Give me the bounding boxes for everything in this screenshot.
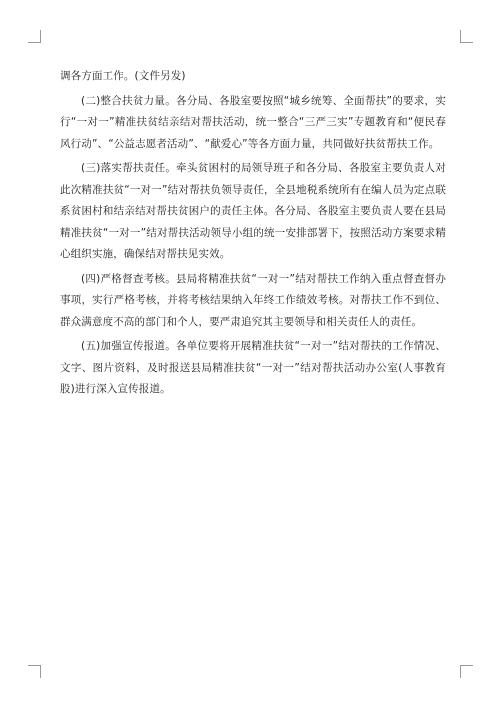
paragraph-integrate-forces: (二)整合扶贫力量。各分局、各股室要按照“城乡统筹、全面帮扶”的要求，实行“一对一”精准扶贫结亲结对帮扶活动，统一整合“三严三实”专题教育和“便民春风行动”、“公益志愿者活动”、“献爱心”等各方面力量，共同做好扶贫帮扶工作。 [60, 94, 446, 150]
paragraph-supervision-assessment: (四)严格督查考核。县局将精准扶贫“一对一”结对帮扶工作纳入重点督查督办事项，实行严格考核，并将考核结果纳入年终工作绩效考核。对帮扶工作不到位、群众满意度不高的部门和个人，要严肃追究其主要领导和相关责任人的责任。 [60, 272, 446, 328]
crop-mark-bottom-right [460, 665, 473, 678]
paragraph-continuation: 调各方面工作。(文件另发) [60, 70, 186, 82]
crop-mark-top-left [28, 30, 41, 43]
paragraph-publicity-reporting: (五)加强宣传报道。各单位要将开展精准扶贫“一对一”结对帮扶的工作情况、文字、图片资料，及时报送县局精准扶贫“一对一”结对帮扶活动办公室(人事教育股)进行深入宣传报道。 [60, 340, 446, 395]
crop-mark-top-right [460, 30, 473, 43]
document-body [60, 66, 446, 404]
crop-mark-bottom-left [28, 665, 41, 678]
paragraph-assign-responsibility: (三)落实帮扶责任。牵头贫困村的局领导班子和各分局、各股室主要负责人对此次精准扶贫“一对一”结对帮扶负领导责任，全县地税系统所有在编人员为定点联系贫困村和结亲结对帮扶贫困户的责任主体。各分局、各股室主要负责人要在县局精准扶贫“一对一”结对帮扶活动领导小组的统一安排部署下，按照活动方案要求精心组织实施，确保结对帮扶见实效。 [60, 162, 446, 260]
